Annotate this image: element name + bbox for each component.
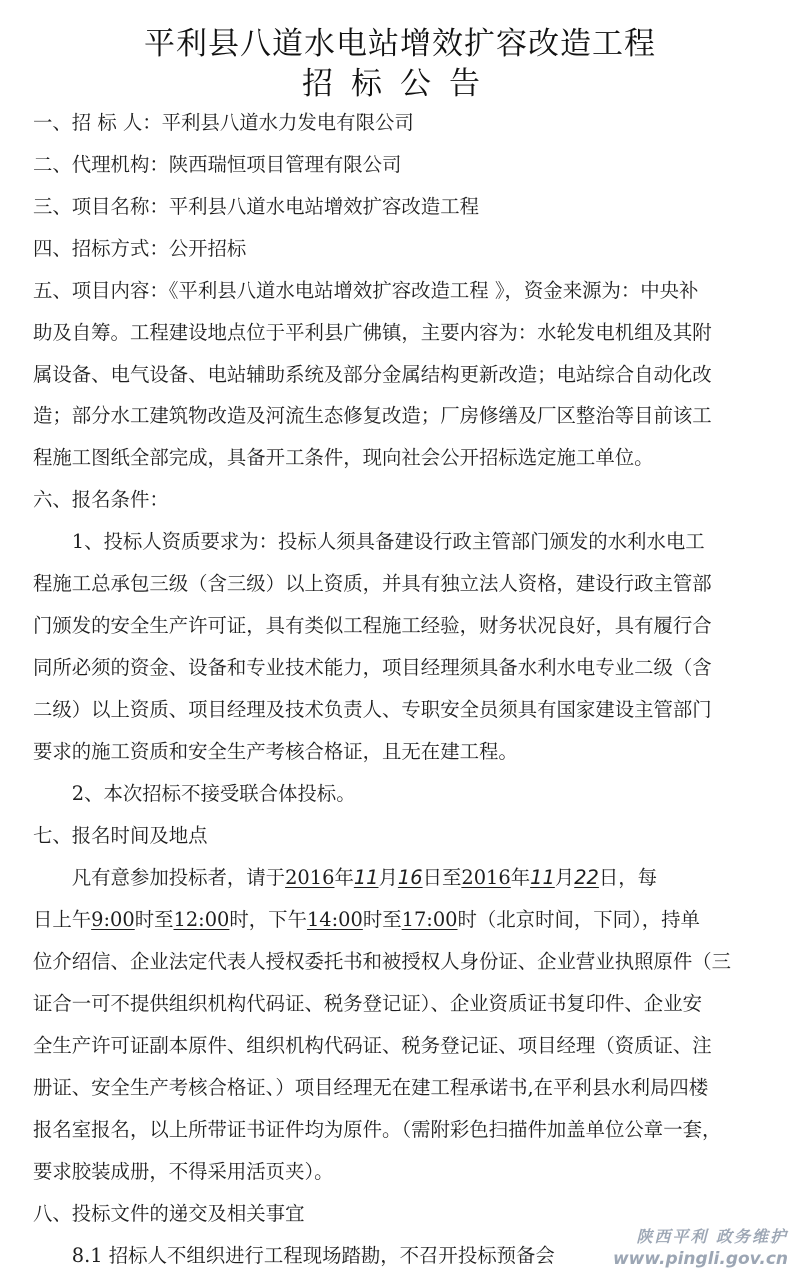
month-char: 月 bbox=[554, 866, 575, 889]
paragraph-line: 要求胶装成册，不得采用活页夹）。 bbox=[33, 1160, 334, 1183]
section-project-content: 五、项目内容：《平利县八道水电站增效扩容改造工程 》，资金来源为：中央补 bbox=[33, 279, 699, 302]
paragraph-line: 助及自筹。工程建设地点位于平利县广佛镇，主要内容为：水轮发电机组及其附 bbox=[33, 321, 712, 344]
to-text: 时至 bbox=[362, 908, 402, 931]
pm-end-time: 17:00 bbox=[401, 908, 458, 931]
registration-hours-line bbox=[33, 906, 778, 934]
paragraph-line: 证合一可不提供组织机构代码证、税务登记证）、企业资质证书复印件、企业安 bbox=[33, 992, 702, 1015]
paragraph-line: 要求的施工资质和安全生产考核合格证，且无在建工程。 bbox=[33, 740, 518, 763]
end-year: 2016 bbox=[461, 866, 511, 889]
paragraph-line: 位介绍信、企业法定代表人授权委托书和被授权人身份证、企业营业执照原件（三 bbox=[33, 950, 732, 973]
section-registration-conditions: 六、报名条件： bbox=[33, 488, 169, 511]
start-year: 2016 bbox=[285, 866, 335, 889]
paragraph-line: 8.1 招标人不组织进行工程现场踏勘，不召开投标预备会 bbox=[33, 1244, 555, 1267]
watermark-url: www.pingli.gov.cn bbox=[612, 1249, 788, 1269]
document-title: 平利县八道水电站增效扩容改造工程 bbox=[144, 26, 656, 62]
hours-tail-text: 时（北京时间，下同），持单 bbox=[457, 908, 700, 931]
paragraph-line: 属设备、电气设备、电站辅助系统及部分金属结构更新改造；电站综合自动化改 bbox=[33, 363, 712, 386]
paragraph-line: 同所必须的资金、设备和专业技术能力，项目经理须具备水利水电专业二级（含 bbox=[33, 656, 712, 679]
afternoon-label: 时，下午 bbox=[229, 908, 307, 931]
section-project-name: 三、项目名称：平利县八道水电站增效扩容改造工程 bbox=[33, 195, 479, 218]
registration-date-line bbox=[33, 864, 778, 892]
year-char: 年 bbox=[334, 866, 354, 889]
paragraph-line: 二级）以上资质、项目经理及技术负责人、专职安全员须具有国家建设主管部门 bbox=[33, 698, 712, 721]
section-registration-time: 七、报名时间及地点 bbox=[33, 824, 208, 847]
pm-start-time: 14:00 bbox=[306, 908, 363, 931]
section-tenderer: 一、招 标 人：平利县八道水力发电有限公司 bbox=[33, 111, 414, 134]
start-day: 16 bbox=[397, 866, 423, 889]
paragraph-line: 2、本次招标不接受联合体投标。 bbox=[33, 782, 356, 805]
document-subtitle: 招标公告 bbox=[302, 66, 498, 102]
paragraph-line: 程施工图纸全部完成，具备开工条件，现向社会公开招标选定施工单位。 bbox=[33, 446, 654, 469]
paragraph-line: 1、投标人资质要求为：投标人须具备建设行政主管部门颁发的水利水电工 bbox=[33, 530, 705, 553]
section-bid-submission: 八、投标文件的递交及相关事宜 bbox=[33, 1202, 305, 1225]
paragraph-line: 全生产许可证副本原件、组织机构代码证、税务登记证、项目经理（资质证、注 bbox=[33, 1034, 712, 1057]
year-char: 年 bbox=[510, 866, 531, 889]
paragraph-line: 造；部分水工建筑物改造及河流生态修复改造；厂房修缮及厂区整治等目前该工 bbox=[33, 404, 712, 427]
registration-lead-text: 凡有意参加投标者，请于 bbox=[33, 866, 286, 889]
end-day: 22 bbox=[574, 866, 599, 889]
paragraph-line: 程施工总承包三级（含三级）以上资质，并具有独立法人资格，建设行政主管部 bbox=[33, 572, 712, 595]
watermark-site-name: 陕西平利 政务维护 bbox=[636, 1227, 788, 1246]
section-tender-method: 四、招标方式：公开招标 bbox=[33, 237, 247, 260]
am-start-time: 9:00 bbox=[91, 908, 135, 931]
to-text: 时至 bbox=[134, 908, 174, 931]
month-char: 月 bbox=[378, 866, 398, 889]
date-tail-text: 日，每 bbox=[598, 866, 658, 889]
paragraph-line: 报名室报名，以上所带证书证件均为原件。（需附彩色扫描件加盖单位公章一套， bbox=[33, 1118, 722, 1141]
am-end-time: 12:00 bbox=[173, 908, 230, 931]
day-to-text: 日至 bbox=[422, 866, 462, 889]
morning-label: 日上午 bbox=[33, 908, 92, 931]
site-watermark bbox=[613, 1224, 788, 1269]
paragraph-line: 门颁发的安全生产许可证，具有类似工程施工经验，财务状况良好，具有履行合 bbox=[33, 614, 712, 637]
start-month: 11 bbox=[353, 866, 379, 889]
paragraph-line: 册证、安全生产考核合格证、）项目经理无在建工程承诺书,在平利县水利局四楼 bbox=[33, 1076, 709, 1099]
end-month: 11 bbox=[530, 866, 555, 889]
section-agency: 二、代理机构：陕西瑞恒项目管理有限公司 bbox=[33, 153, 402, 176]
